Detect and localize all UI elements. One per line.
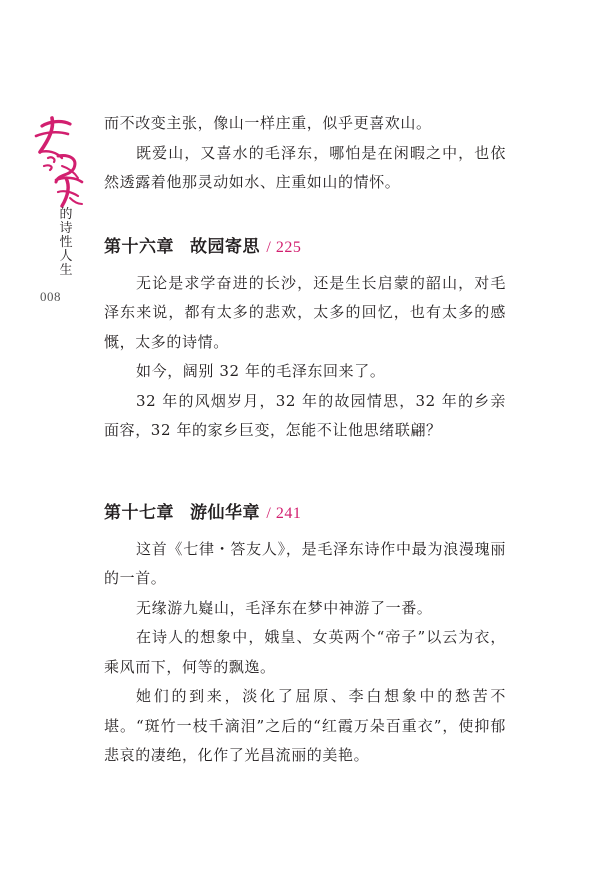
subtitle-char: 性: [59, 235, 73, 250]
chapter-17-paragraph: 她们的到来，淡化了屈原、李白想象中的愁苦不堪。“斑竹一枝千滴泪”之后的“红霞万朵百重衣”，使抑郁悲哀的凄绝，化作了光昌流丽的美艳。: [104, 687, 506, 764]
chapter-title: 故园寄思: [190, 236, 260, 257]
calligraphy-logo-icon: [28, 112, 88, 212]
chapter-heading-16: [104, 232, 506, 263]
subtitle-char: 人: [59, 249, 73, 264]
page-content: [104, 109, 506, 771]
intro-paragraph-continued: 而不改变主张，像山一样庄重，似乎更喜欢山。: [104, 114, 432, 132]
chapter-number: 第十六章: [104, 236, 174, 257]
subtitle-char: 的: [59, 207, 73, 222]
chapter-16-paragraph: 无论是求学奋进的长沙，还是生长启蒙的韶山，对毛泽东来说，都有太多的悲欢，太多的回忆，也有太多的感慨，太多的诗情。: [104, 273, 506, 351]
chapter-number: 第十七章: [104, 502, 174, 523]
book-subtitle: [53, 208, 79, 278]
page-number: 008: [40, 289, 61, 304]
intro-paragraph: 既爱山，又喜水的毛泽东，哪怕是在闲暇之中，也依然透露着他那灵动如水、庄重如山的情怀。: [104, 143, 506, 191]
chapter-page-ref: / 225: [266, 238, 302, 256]
chapter-16-paragraph: 32 年的风烟岁月，32 年的故园情思，32 年的乡亲面容，32 年的家乡巨变，怎能不让他思绪联翩？: [104, 391, 506, 439]
subtitle-char: 生: [59, 263, 73, 278]
chapter-16-paragraph: 如今，阔别 32 年的毛泽东回来了。: [136, 362, 386, 380]
chapter-page-ref: / 241: [266, 504, 302, 522]
chapter-17-paragraph: 在诗人的想象中，娥皇、女英两个“帝子”以云为衣，乘风而下，何等的飘逸。: [104, 628, 506, 676]
subtitle-char: 诗: [59, 221, 73, 236]
chapter-heading-17: [104, 498, 506, 529]
calligraphy-logo: [28, 112, 88, 212]
chapter-17-paragraph: 这首《七律・答友人》，是毛泽东诗作中最为浪漫瑰丽的一首。: [104, 539, 506, 587]
chapter-title: 游仙华章: [190, 502, 260, 523]
chapter-17-paragraph: 无缘游九嶷山，毛泽东在梦中神游了一番。: [136, 598, 433, 617]
